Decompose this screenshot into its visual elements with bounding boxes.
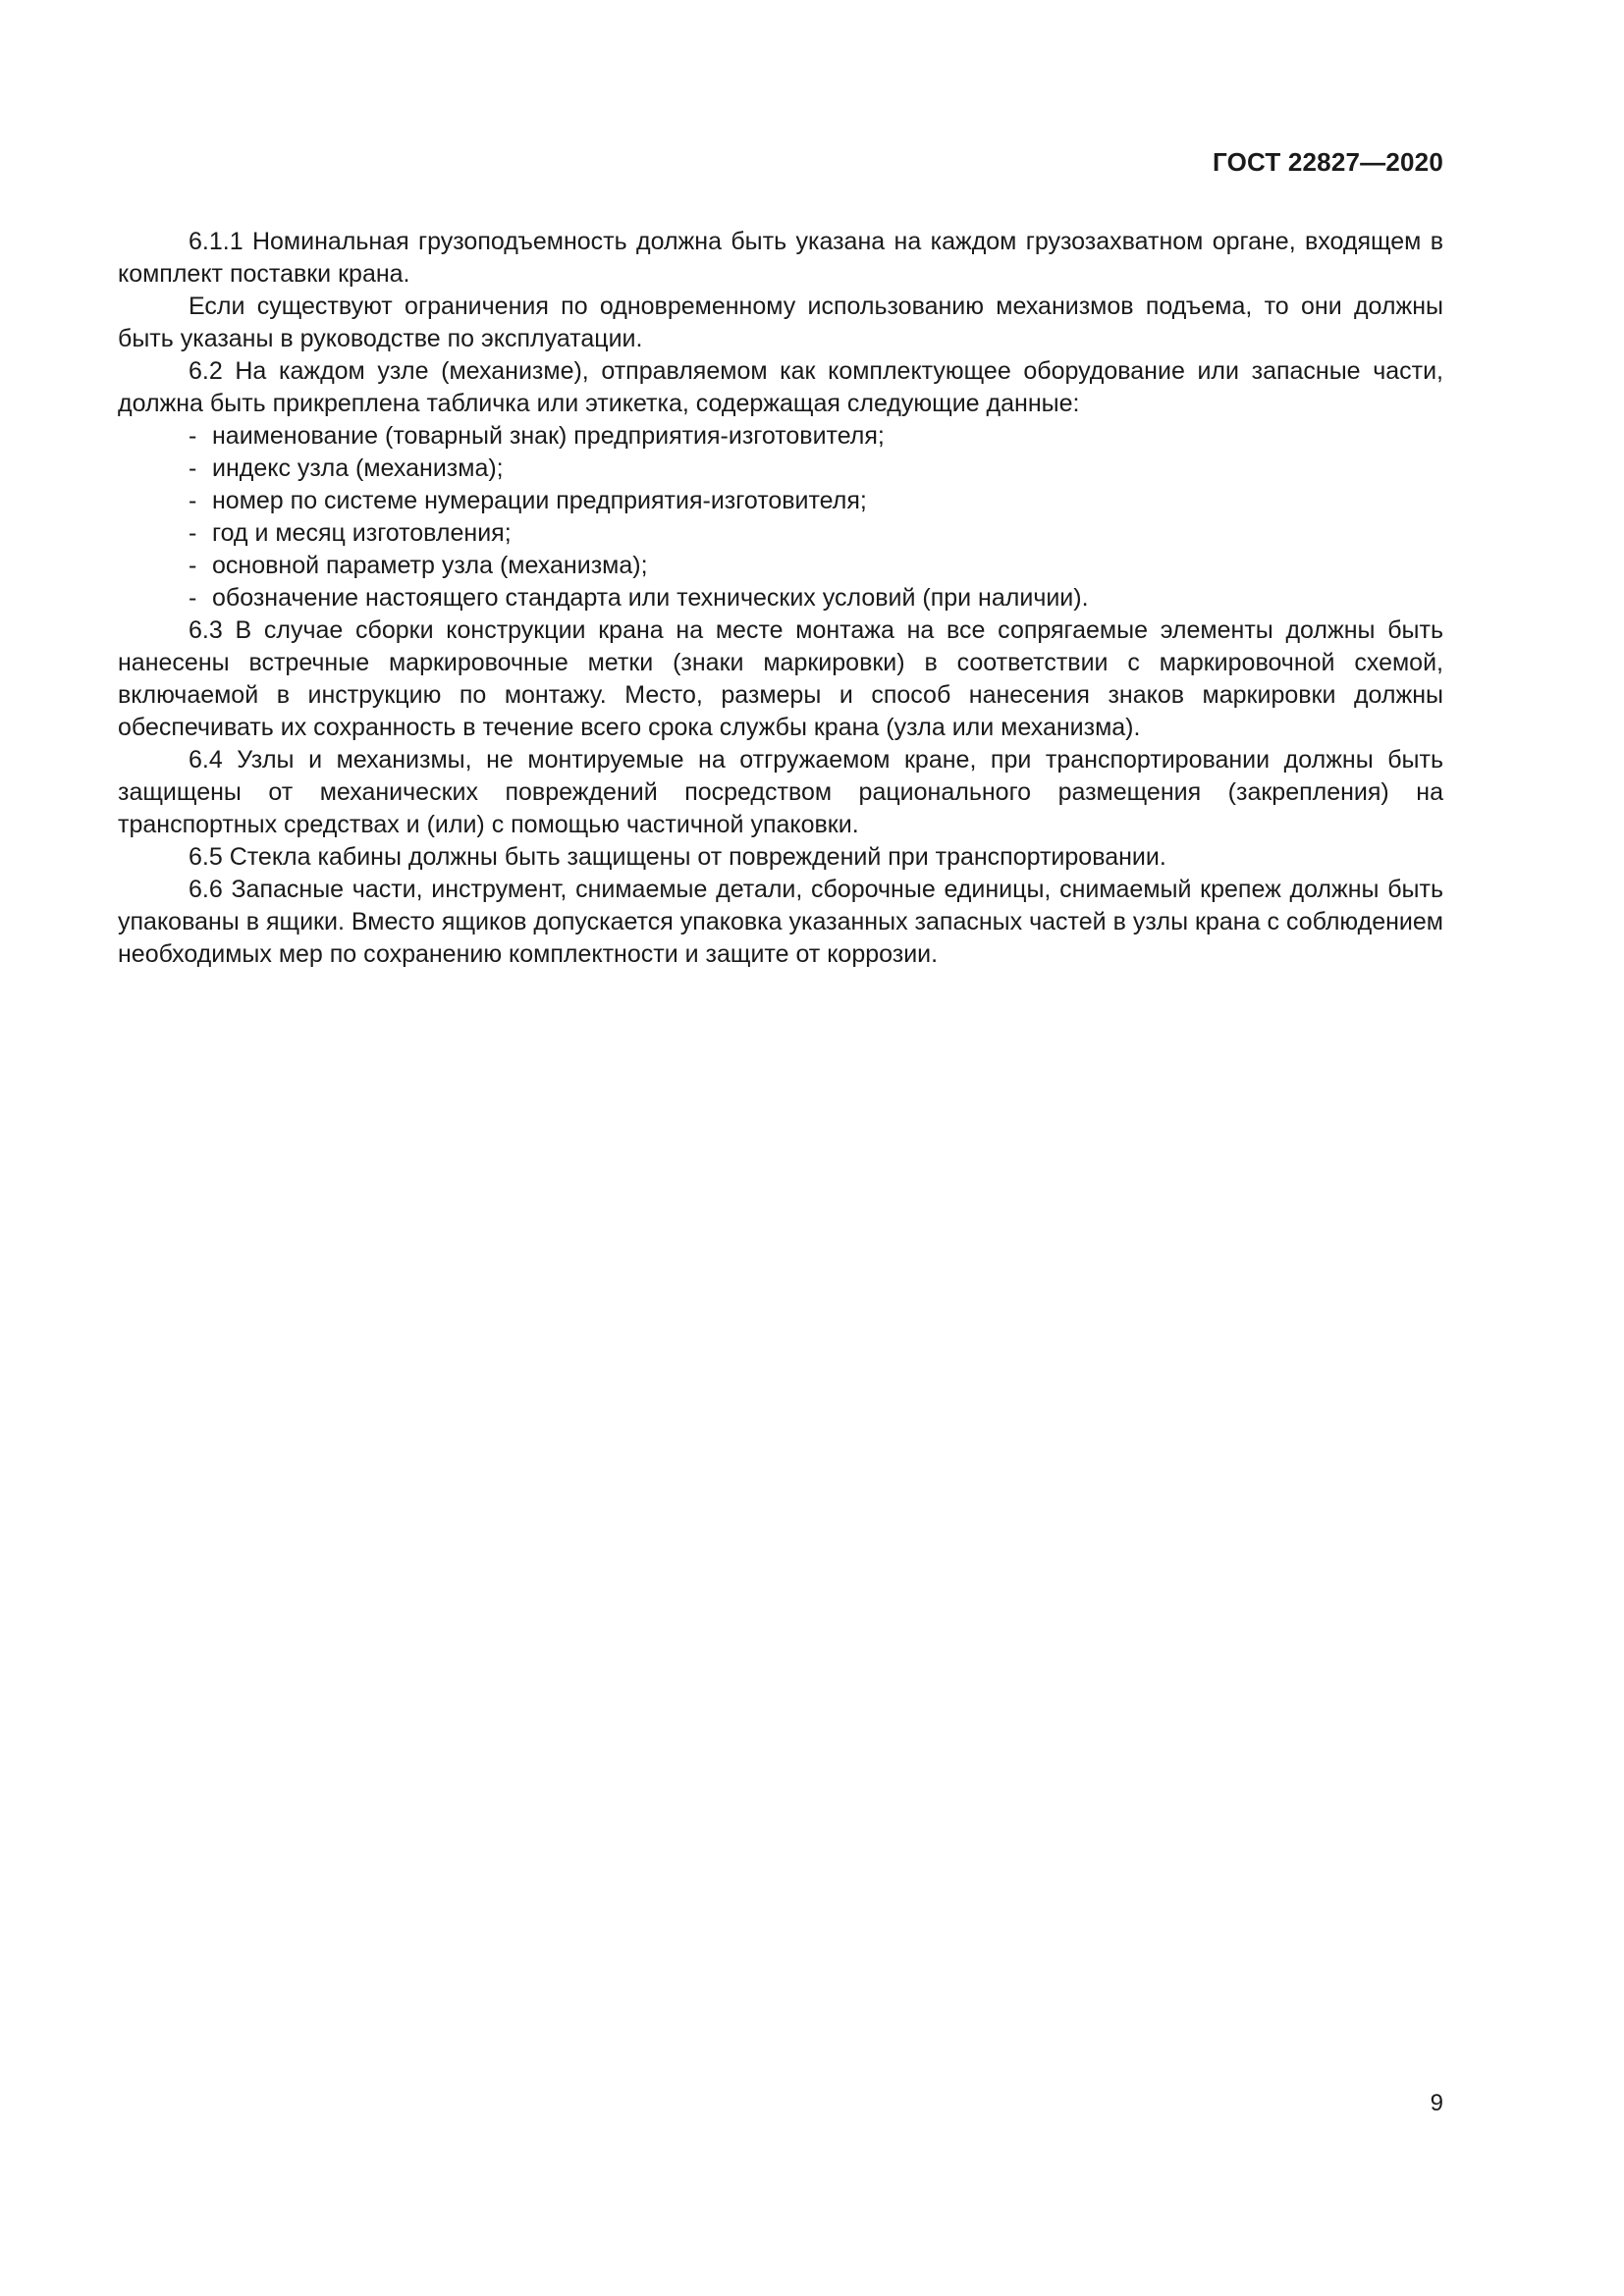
list-marker: - (189, 422, 197, 450)
list-item (118, 453, 1443, 485)
paragraph-6-6: 6.6 Запасные части, инструмент, снимаемые детали, сборочные единицы, снимаемый крепеж должны быть упакованы в ящики. Вместо ящиков допускается упаковка указанных запасных частей в узлы крана с соблюдением необходимых мер по сохранению комплектности и защите от коррозии. (118, 876, 1443, 968)
paragraph-6-2: 6.2 На каждом узле (механизме), отправляемом как комплектующее оборудование или запасные части, должна быть прикреплена табличка или этикетка, содержащая следующие данные: (118, 357, 1443, 417)
list-item (118, 517, 1443, 550)
list-item-text: обозначение настоящего стандарта или технических условий (при наличии). (212, 584, 1089, 612)
list-item-text: индекс узла (механизма); (212, 454, 504, 482)
paragraph-6-4: 6.4 Узлы и механизмы, не монтируемые на отгружаемом кране, при транспортировании должны быть защищены от механических повреждений посредством рационального размещения (закрепления) на транспортных средствах и (или) с помощью частичной упаковки. (118, 746, 1443, 838)
list-item-text: номер по системе нумерации предприятия-изготовителя; (212, 487, 867, 514)
document-body (118, 226, 1443, 971)
page-number: 9 (1430, 2090, 1443, 2116)
list-marker: - (189, 487, 197, 514)
paragraph-6-5: 6.5 Стекла кабины должны быть защищены от повреждений при транспортировании. (189, 843, 1166, 871)
paragraph-6-3: 6.3 В случае сборки конструкции крана на месте монтажа на все сопрягаемые элементы должны быть нанесены встречные маркировочные метки (знаки маркировки) в соответствии с маркировочной схемой, включаемой в инструкцию по монтажу. Место, размеры и способ нанесения знаков маркировки должны обеспечивать их сохранность в течение всего срока службы крана (узла или механизма). (118, 616, 1443, 741)
list-marker: - (189, 454, 197, 482)
list-item-text: год и месяц изготовления; (212, 519, 512, 547)
list-marker: - (189, 519, 197, 547)
list-marker: - (189, 552, 197, 579)
paragraph-6-1-1: 6.1.1 Номинальная грузоподъемность должна быть указана на каждом грузозахватном органе, входящем в комплект поставки крана. (118, 228, 1443, 288)
list-item (118, 485, 1443, 517)
marking-data-list (118, 420, 1443, 614)
list-item-text: наименование (товарный знак) предприятия-изготовителя; (212, 422, 885, 450)
list-item (118, 420, 1443, 453)
document-code-header: ГОСТ 22827—2020 (1213, 147, 1443, 177)
list-item (118, 550, 1443, 582)
paragraph-restrictions: Если существуют ограничения по одновременному использованию механизмов подъема, то они должны быть указаны в руководстве по эксплуатации. (118, 293, 1443, 352)
list-marker: - (189, 584, 197, 612)
list-item (118, 582, 1443, 614)
list-item-text: основной параметр узла (механизма); (212, 552, 648, 579)
